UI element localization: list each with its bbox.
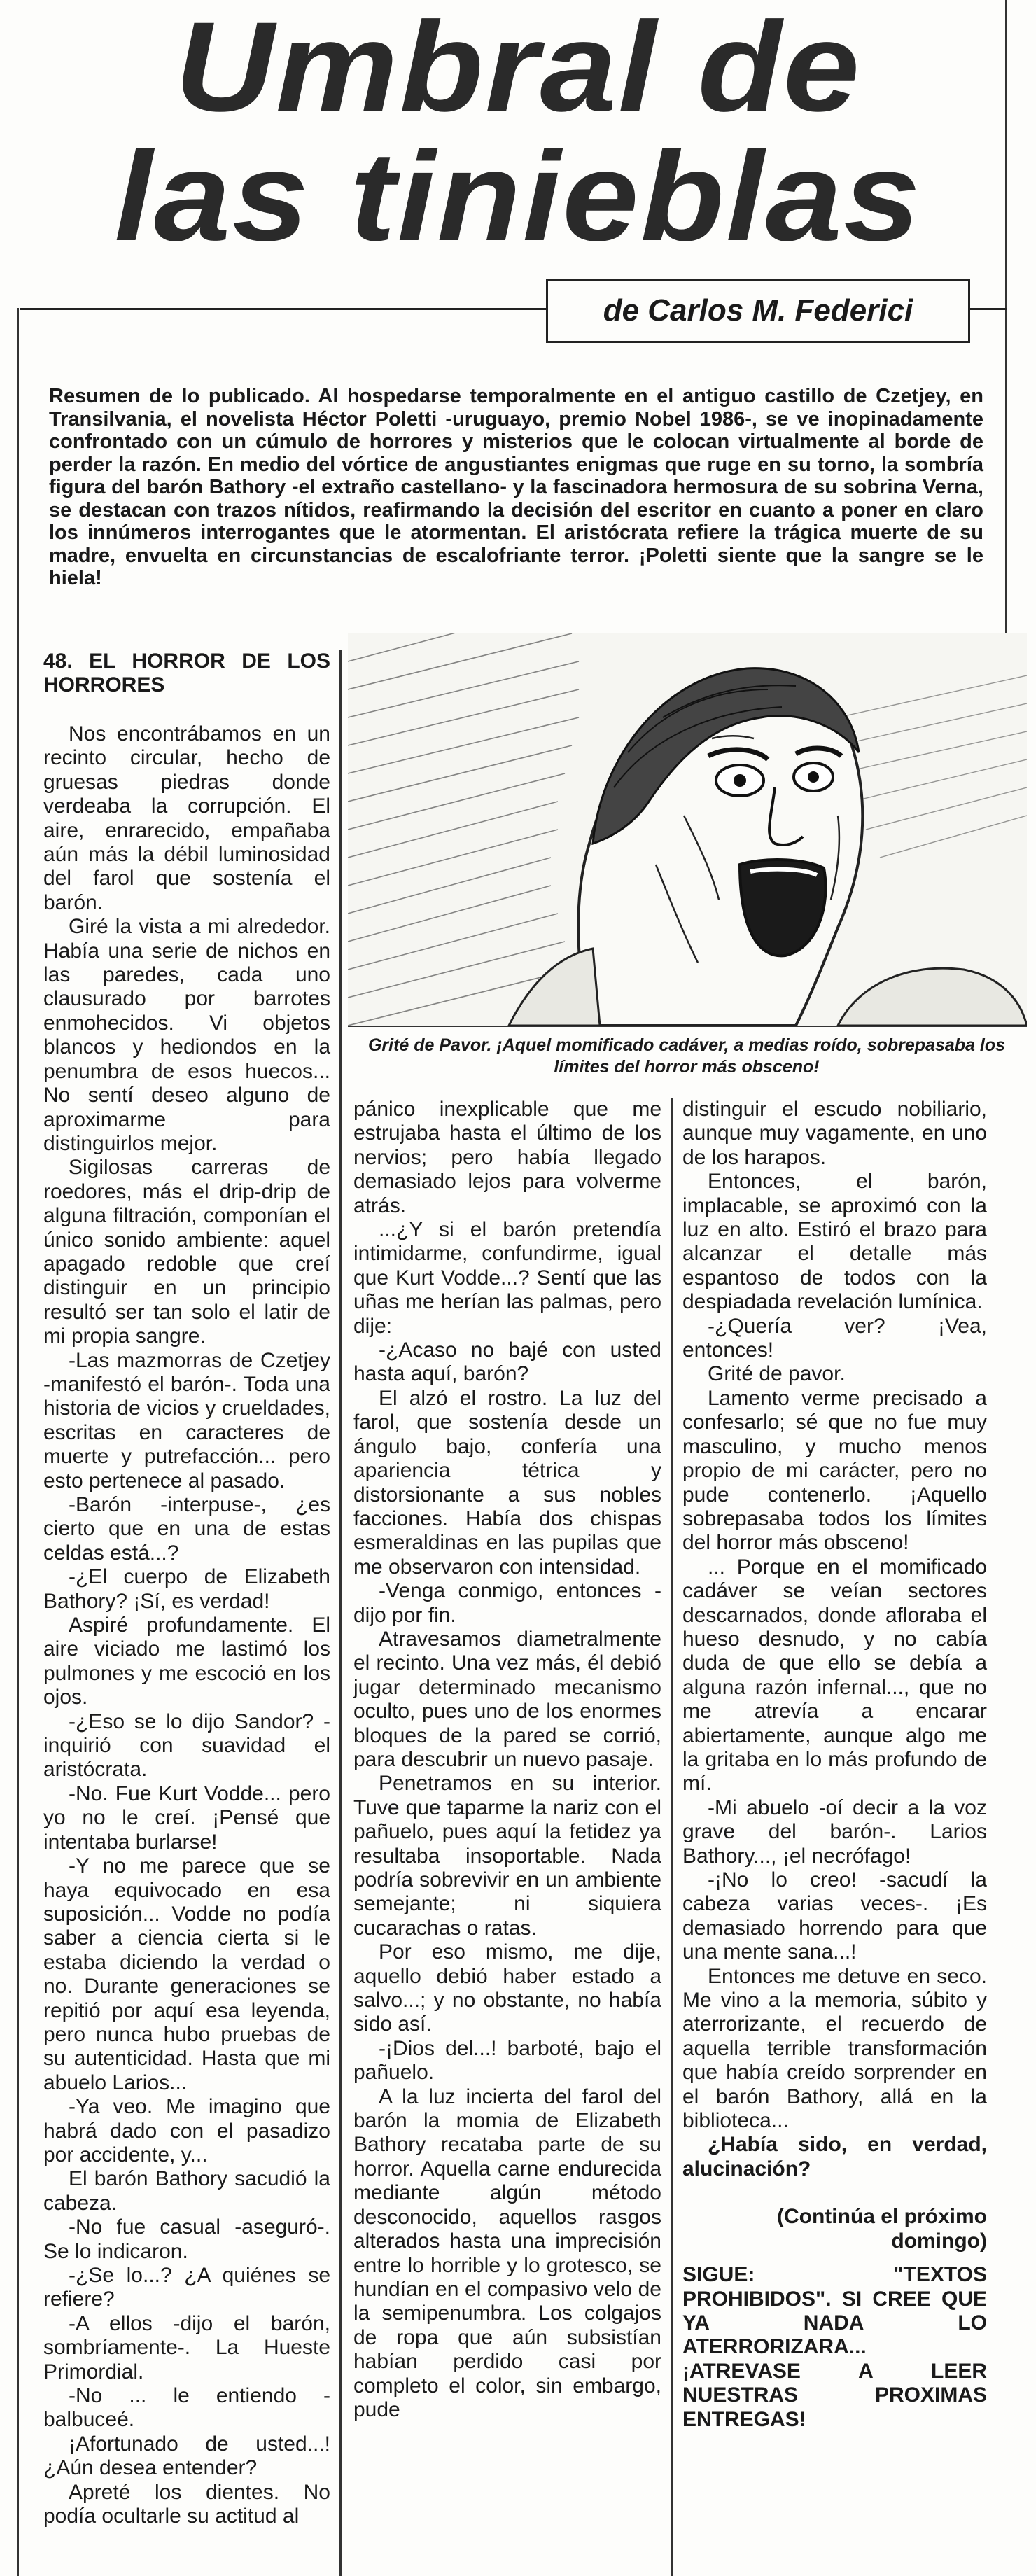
summary-lead: Resumen de lo publicado. (49, 385, 310, 407)
byline: de Carlos M. Federici (546, 279, 970, 343)
paragraph: -A ellos -dijo el barón, sombríamente-. La Hueste Primordial. (43, 2311, 330, 2384)
next-installment-promo: SIGUE: "TEXTOS PROHIBIDOS". SI CREE QUE YA NADA LO ATERRORIZARA... ¡ATREVASE A LEER NUESTRAS PROXIMAS ENTREGAS! (682, 2263, 987, 2431)
paragraph: pánico inexplicable que me estrujaba hasta el último de los nervios; pero había llegado demasiado lejos para volverme atrás. (354, 1098, 662, 1217)
paragraph: -Mi abuelo -oí decir a la voz grave del barón-. Larios Bathory..., ¡el necrófago! (682, 1795, 987, 1868)
paragraph: ¡Afortunado de usted...! ¿Aún desea entender? (43, 2432, 330, 2480)
paragraph: -¿Eso se lo dijo Sandor? -inquirió con suavidad el aristócrata. (43, 1709, 330, 1782)
paragraph: Entonces, el barón, implacable, se aproximó con la luz en alto. Estiró el brazo para alcanzar el detalle más espantoso de todos con la despiadada revelación lumínica. (682, 1170, 987, 1314)
paragraph: -¿Quería ver? ¡Vea, entonces! (682, 1314, 987, 1362)
screaming-man-illustration (348, 634, 1027, 1027)
paragraph: -¿Se lo...? ¿A quiénes se refiere? (43, 2264, 330, 2311)
paragraph: -¿El cuerpo de Elizabeth Bathory? ¡Sí, es verdad! (43, 1565, 330, 1613)
paragraph: Nos encontrábamos en un recinto circular, hecho de gruesas piedras donde verdeaba la corrupción. El aire, enrarecido, empañaba aún más la débil luminosidad del farol que sostenía el barón. (43, 722, 330, 914)
paragraph: -No ... le entiendo -balbuceé. (43, 2384, 330, 2432)
paragraph: -¿Acaso no bajé con usted hasta aquí, barón? (354, 1338, 662, 1386)
illustration-caption: Grité de Pavor. ¡Aquel momificado cadáver, a medias roído, sobrepasaba los límites del horror más obsceno! (368, 1035, 1006, 1077)
article-column-3 (682, 1098, 987, 2432)
paragraph: A la luz incierta del farol del barón la momia de Elizabeth Bathory recataba parte de su horror. Aquella carne endurecida mediante algún método desconocido, aquellos rasgos alterados hasta una imprecisión entre lo horrible y lo grotesco, se hundían en el compasivo velo de la semipenumbra. Los colgajos de ropa que aún subsistían habían perdido casi por completo el color, sin embargo, pude (354, 2085, 662, 2421)
paragraph: -No fue casual -aseguró-. Se lo indicaron. (43, 2216, 330, 2263)
paragraph: Atravesamos diametralmente el recinto. Una vez más, él debió jugar determinado mecanismo oculto, pues uno de los enormes bloques de la pared se corrió, para descubrir un nuevo pasaje. (354, 1627, 662, 1771)
paragraph: -¡Dios del...! barboté, bajo el pañuelo. (354, 2036, 662, 2085)
section-heading: 48. EL HORROR DE LOS HORRORES (43, 650, 330, 696)
column-rule-1 (340, 650, 342, 2576)
article-column-1 (43, 650, 330, 2528)
paragraph: Apreté los dientes. No podía ocultarle su actitud al (43, 2480, 330, 2528)
paragraph: Entonces me detuve en seco. Me vino a la memoria, súbito y aterrorizante, el recuerdo de aquella terrible transformación que había creído sorprender en el barón Bathory, allá en la biblioteca... (682, 1964, 987, 2133)
summary-text: Al hospedarse temporalmente en el antiguo castillo de Czetjey, en Transilvania, el novelista Héctor Poletti -uruguayo, premio Nobel 1986-, se ve inopinadamente confrontado con un cúmulo de horrores y misterios que le colocan virtualmente al borde de perder la razón. En medio del vórtice de angustiantes enigmas que ruge en su torno, la sombría figura del barón Bathory -el extraño castellano- y la fascinadora hermosura de su sobrina Verna, se destacan con trazos nítidos, reafirmando la decisión del escritor en cuanto a poner en claro los innúmeros interrogantes que le atormentan. El aristócrata refiere la trágica muerte de su madre, envuelta en circunstancias de escalofriante terror. ¡Poletti siente que la sangre se le hiela! (49, 385, 983, 589)
paragraph: -No. Fue Kurt Vodde... pero yo no le creí. ¡Pensé que intentaba burlarse! (43, 1782, 330, 1854)
paragraph: ... Porque en el momificado cadáver se veían sectores descarnados, donde afloraba el hueso desnudo, y no cabía duda de que ello se debía a alguna razón infernal..., que no me atrevía a encarar abiertamente, aunque algo me la gritaba en lo más profundo de mí. (682, 1555, 987, 1795)
paragraph: -Las mazmorras de Czetjey -manifestó el barón-. Toda una historia de vicios y crueldades, escritas en caracteres de muerte y putrefacción... pero esto pertenece al pasado. (43, 1348, 330, 1492)
left-border-rule (17, 308, 19, 2576)
paragraph: Por eso mismo, me dije, aquello debió haber estado a salvo...; y no obstante, no había sido así. (354, 1940, 662, 2036)
headline-line-2: las tinieblas (114, 125, 922, 267)
summary-paragraph (49, 385, 983, 590)
paragraph: -Barón -interpuse-, ¿es cierto que en una de estas celdas está...? (43, 1493, 330, 1564)
paragraph: Lamento verme precisado a confesarlo; sé que no fue muy masculino, y mucho menos propio de mi carácter, pero no pude contenerlo. ¡Aquello sobrepasaba todos los límites del horror más obsceno! (682, 1386, 987, 1555)
paragraph: El alzó el rostro. La luz del farol, que sostenía desde un ángulo bajo, confería una apariencia tétrica y distorsionante a sus nobles facciones. Había dos chispas esmeraldinas en las pupilas que me observaron con intensidad. (354, 1386, 662, 1578)
paragraph: Giré la vista a mi alrededor. Había una serie de nichos en las paredes, cada uno clausurado por barrotes enmohecidos. Vi objetos blancos y hediondos en la penumbra de esos huecos... No sentí deseo alguno de aproximarme para distinguirlos mejor. (43, 915, 330, 1155)
paragraph: -Y no me parece que se haya equivocado en esa suposición... Vodde no podía saber a ciencia cierta si le estaba diciendo la verdad o no. Durante generaciones se repitió por aquí esa leyenda, pero nunca hubo pruebas de su autenticidad. Hasta que mi abuelo Larios... (43, 1854, 330, 2094)
continuation-note: (Continúa el próximo domingo) (777, 2205, 987, 2253)
paragraph: Sigilosas carreras de roedores, más el drip-drip de alguna filtración, componían el único sonido ambiente: aquel apagado redoble que creí distinguir en un principio resultó ser tan solo el latir de mi propia sangre. (43, 1156, 330, 1348)
headline-line-1: Umbral de (174, 0, 862, 138)
article-column-2 (354, 1098, 662, 2422)
paragraph: -Venga conmigo, entonces -dijo por fin. (354, 1579, 662, 1627)
paragraph: ...¿Y si el barón pretendía intimidarme, confundirme, igual que Kurt Vodde...? Sentí que las uñas me herían las palmas, pero dije: (354, 1218, 662, 1338)
paragraph: El barón Bathory sacudió la cabeza. (43, 2167, 330, 2215)
paragraph: Grité de pavor. (708, 1362, 846, 1386)
paragraph: Aspiré profundamente. El aire viciado me lastimó los pulmones y me escoció en los ojos. (43, 1614, 330, 1709)
right-border-rule (1005, 0, 1007, 651)
paragraph: ¿Había sido, en verdad, alucinación? (682, 2133, 987, 2180)
paragraph: -Ya veo. Me imagino que habrá dado con el pasadizo por accidente, y... (43, 2095, 330, 2166)
column-rule-2 (671, 1098, 673, 2576)
paragraph: Penetramos en su interior. Tuve que taparme la nariz con el pañuelo, pues aquí la fetidez ya resultaba insoportable. Nada podría sobrevivir en un ambiente semejante; ni siquiera cucarachas o ratas. (354, 1772, 662, 1940)
paragraph: distinguir el escudo nobiliario, aunque muy vagamente, en uno de los harapos. (682, 1098, 987, 1169)
paragraph: -¡No lo creo! -sacudí la cabeza varias veces-. ¡Es demasiado horrendo para que una mente sana...! (682, 1868, 987, 1964)
